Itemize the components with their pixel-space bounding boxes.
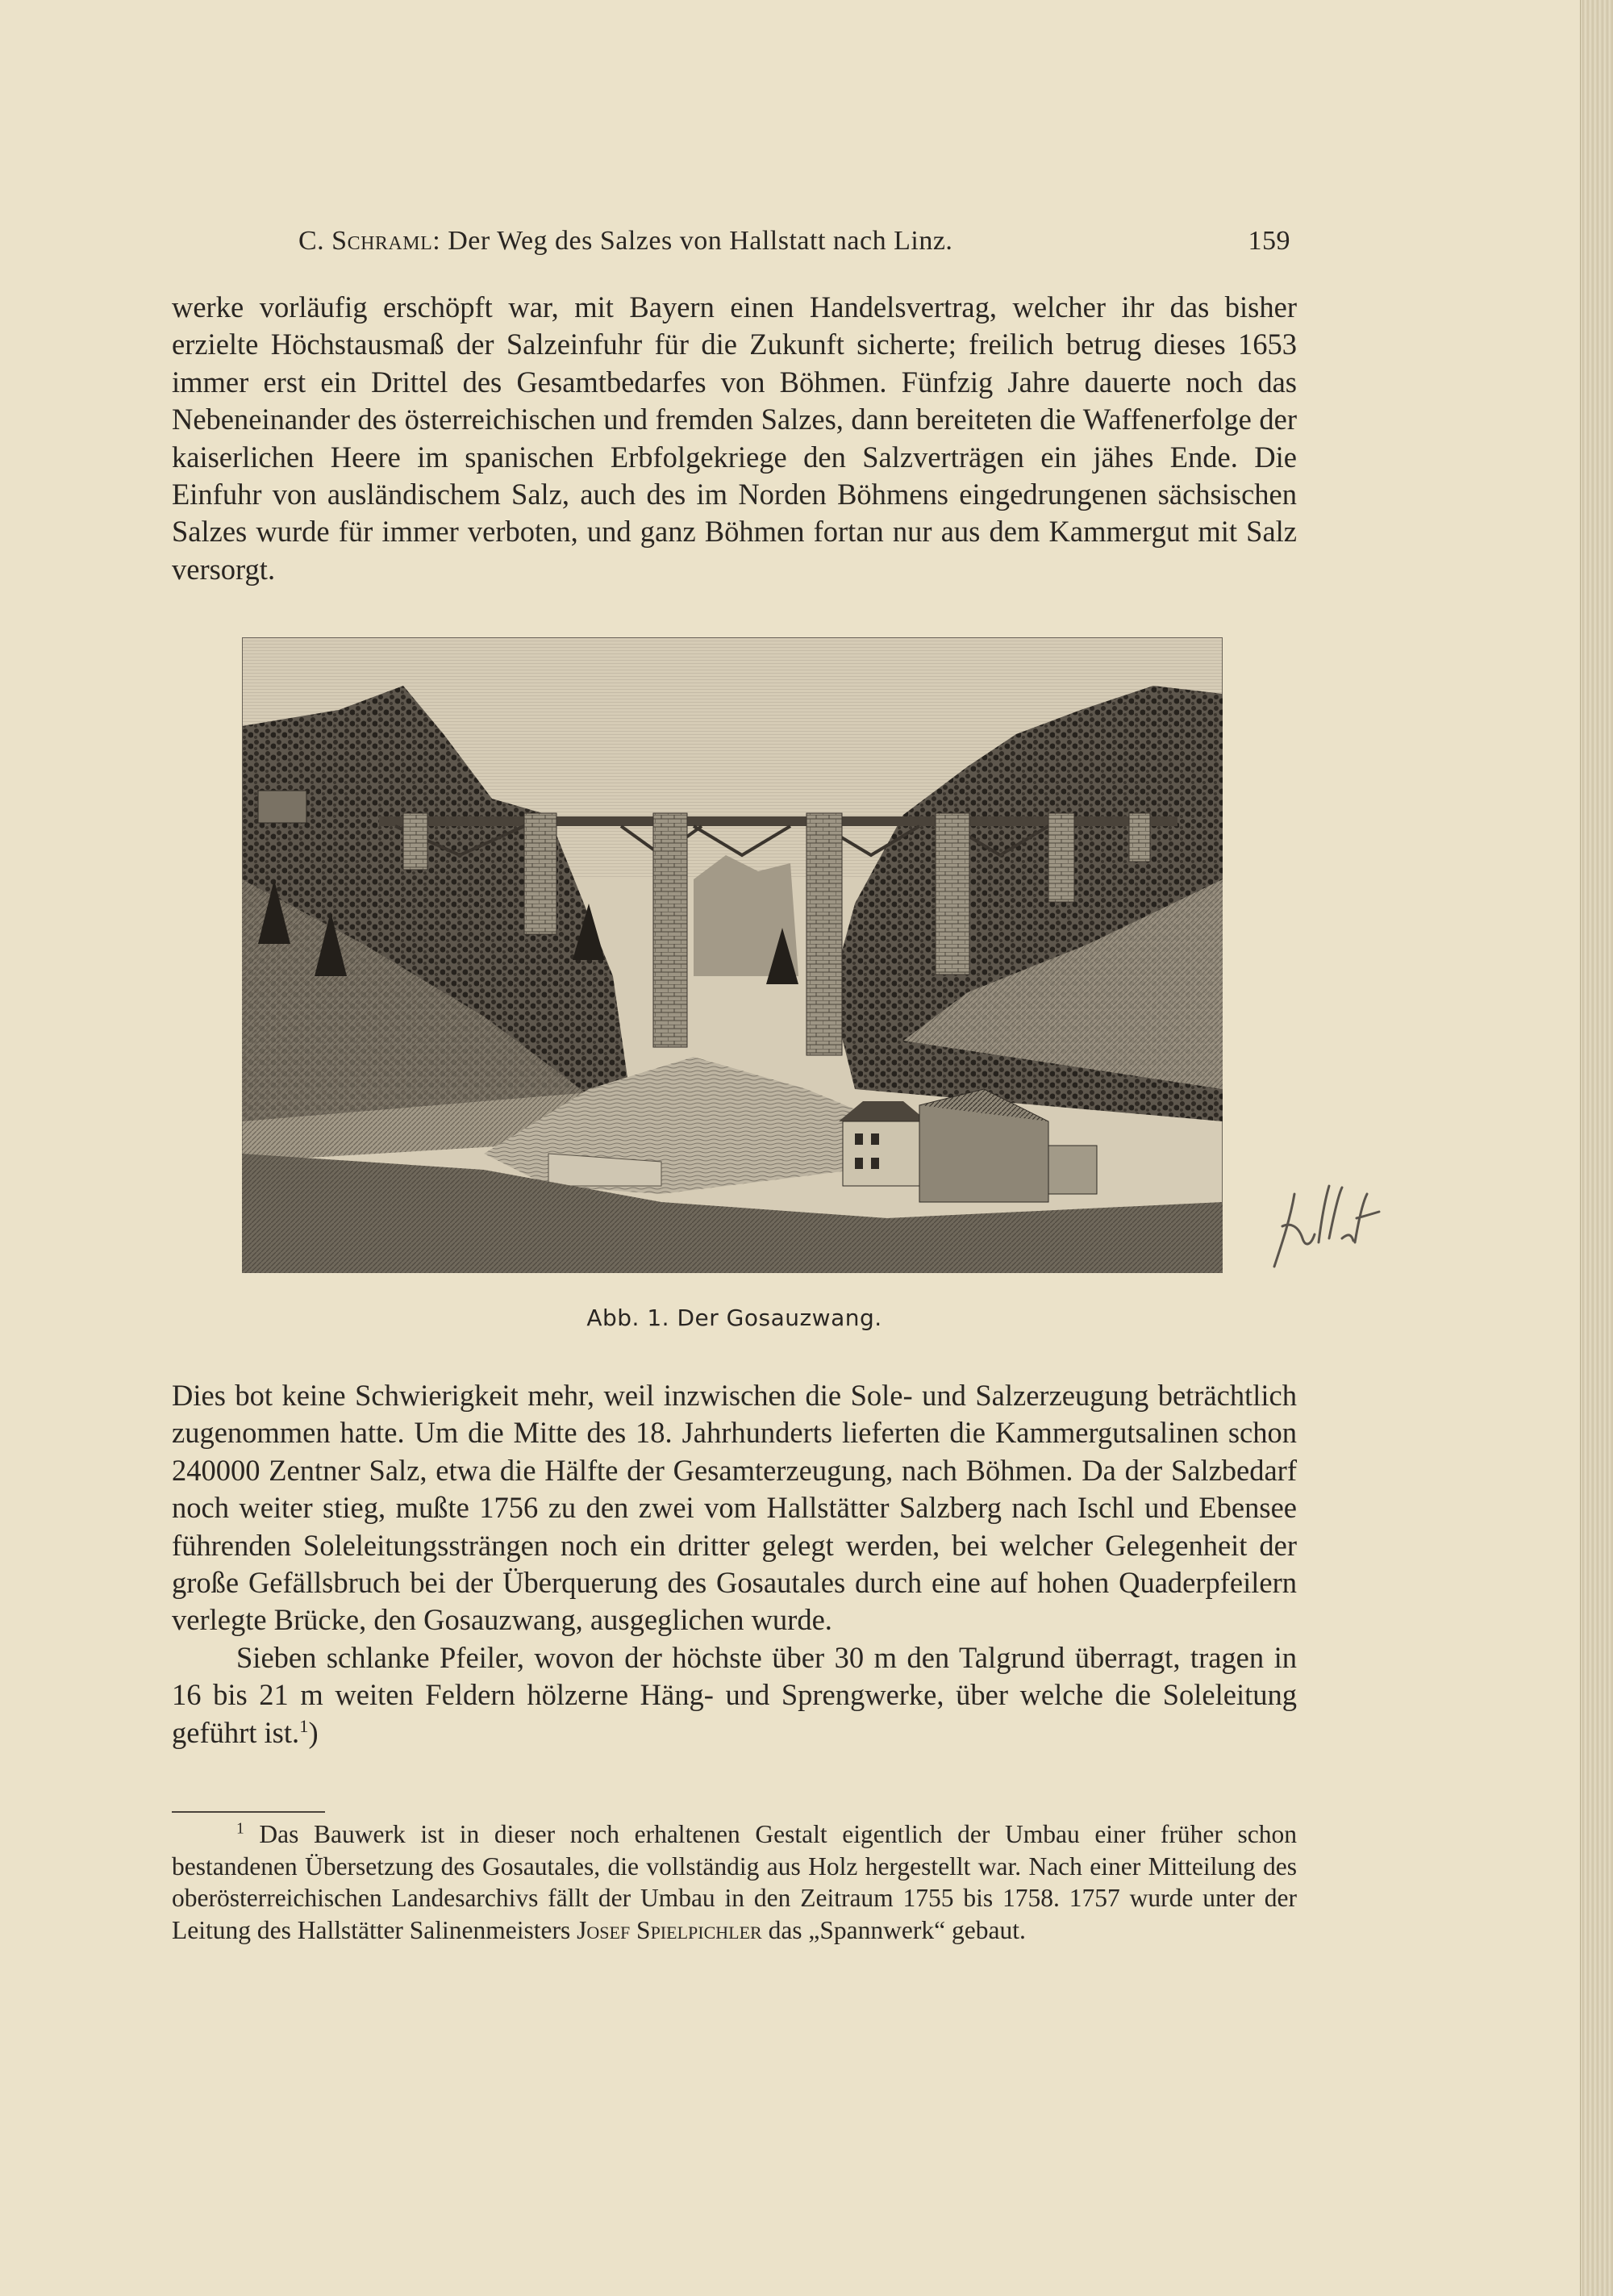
footnote-rule (172, 1811, 325, 1813)
footnote-reference: 1 (299, 1715, 309, 1736)
paragraph-text: Sieben schlanke Pfeiler, wovon der höchste über 30 m den Talgrund überragt, tragen in 16 bis 21 m weiten Feldern hölzerne Häng- und Sprengwerke, über welche die Soleleitung geführt ist. (172, 1640, 1297, 1749)
running-head-title: : Der Weg des Salzes von Hallstatt nach Linz. (432, 226, 953, 256)
paragraph: Dies bot keine Schwierigkeit mehr, weil inzwischen die Sole- und Salzerzeugung beträchtlich zugenommen hatte. Um die Mitte des 18. Jahrhunderts lieferten die Kammergutsalinen schon 240000 Zentner Salz, etwa die Hälfte der Gesamterzeugung, nach Böhmen. Da der Salzbedarf noch weiter stieg, mußte 1756 zu den zwei vom Hallstätter Salzberg nach Ischl und Ebensee führenden Soleleitungssträngen noch ein dritter gelegt werden, bei welcher Gelegenheit der große Gefällsbruch bei der Überquerung des Gosautales durch eine auf hohen Quaderpfeilern verlegte Brücke, den Gosauzwang, ausgeglichen wurde. (172, 1379, 1297, 1637)
running-head-text (298, 226, 952, 257)
page-number: 159 (1248, 226, 1290, 256)
footnote-person-name: Josef Spielpichler (577, 1915, 762, 1944)
footnote-text-1: Das Bauwerk ist in dieser noch erhaltenen Gestalt eigentlich der Umbau einer früher schon bestandenen Übersetzung des Gosautales, die vollständig aus Holz hergestellt war. Nach einer Mitteilung des oberösterreichischen Landesarchivs fällt der Umbau in den Zeitraum 1755 bis 1758. 1757 wurde unter der Leitung des Hallstätter Salinenmeisters (172, 1820, 1297, 1944)
figure-gosauzwang (242, 637, 1223, 1273)
engraving-illustration (242, 637, 1223, 1273)
body-text-top (172, 289, 1297, 588)
handwritten-note-fehlt (1258, 1178, 1403, 1275)
body-text-bottom (172, 1377, 1297, 1751)
paragraph: werke vorläufig erschöpft war, mit Bayern einen Handelsvertrag, welcher ihr das bisher erzielte Höchstausmaß der Salzeinfuhr für die Zukunft sicherte; freilich betrug dieses 1653 immer erst ein Drittel des Gesamtbedarfes von Böhmen. Fünfzig Jahre dauerte noch das Nebeneinander des österreichischen und fremden Salzes, dann bereiteten die Waffenerfolge der kaiserlichen Heere im spanischen Erbfolgekriege den Salzverträgen ein jähes Ende. Die Einfuhr von ausländischem Salz, auch des im Norden Böhmens eingedrungenen sächsischen Salzes wurde für immer verboten, und ganz Böhmen fortan nur aus dem Kammergut mit Salz versorgt. (172, 290, 1297, 586)
footnote-marker: 1 (236, 1820, 244, 1838)
figure-caption-text: Abb. 1. Der Gosauzwang. (586, 1305, 882, 1331)
paragraph-end: ) (308, 1715, 319, 1749)
running-head-author: C. Schraml (298, 226, 433, 256)
footnote (172, 1818, 1297, 1946)
footnote-text-2: das „Spannwerk“ gebaut. (761, 1915, 1026, 1944)
paragraph (172, 1639, 1297, 1751)
figure-caption (172, 1305, 1297, 1331)
page-edge (1580, 0, 1613, 2296)
